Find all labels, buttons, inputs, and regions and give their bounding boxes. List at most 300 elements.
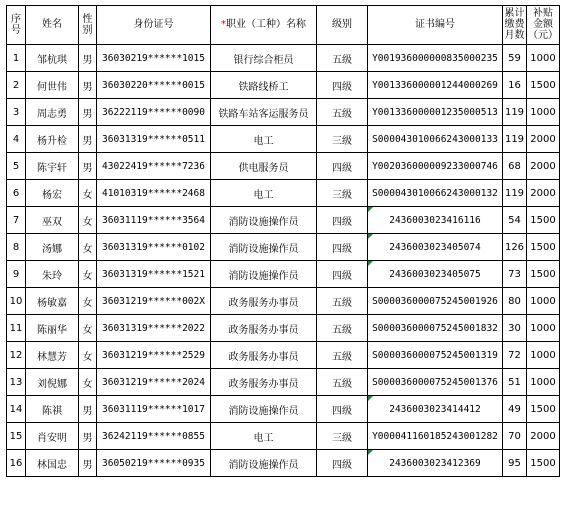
row-occupation-text: 政务服务办事员 (228, 297, 299, 309)
row-months (503, 153, 527, 180)
required-mark: * (221, 19, 226, 30)
row-subsidy-text: 1500 (530, 268, 556, 280)
row-id-number (97, 99, 211, 126)
row-cert-number (368, 207, 503, 234)
row-months (503, 234, 527, 261)
row-occupation-text: 政务服务办事员 (228, 324, 299, 336)
row-months (503, 45, 527, 72)
row-gender-text: 男 (82, 405, 93, 417)
row-id-number-text: 43022419******7236 (102, 160, 205, 172)
row-cert-number (368, 45, 503, 72)
row-subsidy-text: 2000 (530, 160, 556, 172)
header-level: 级别 (317, 6, 368, 45)
row-index (7, 72, 26, 99)
row-subsidy (527, 342, 560, 369)
row-subsidy-text: 2000 (530, 430, 556, 442)
row-index (7, 180, 26, 207)
row-occupation-text: 电工 (253, 432, 274, 444)
cell-note-indicator-icon (368, 396, 373, 401)
row-id-number (97, 72, 211, 99)
row-id-number-text: 36031319******0511 (102, 133, 205, 145)
row-gender-text: 女 (82, 243, 93, 255)
row-cert-number (368, 288, 503, 315)
row-id-number (97, 234, 211, 261)
row-gender-text: 女 (82, 270, 93, 282)
row-subsidy (527, 450, 560, 477)
row-months-text: 73 (508, 268, 521, 280)
row-cert-number (368, 99, 503, 126)
row-index-text: 7 (12, 214, 20, 226)
row-name (26, 180, 79, 207)
row-index (7, 99, 26, 126)
header-months: 累计 缴费 月数 (503, 6, 527, 45)
row-cert-number (368, 180, 503, 207)
row-months (503, 207, 527, 234)
row-cert-number (368, 423, 503, 450)
row-cert-number-text: Y000041160185243001282 (372, 430, 498, 442)
row-id-number (97, 153, 211, 180)
row-index-text: 13 (9, 376, 23, 388)
row-occupation (211, 99, 317, 126)
row-occupation (211, 153, 317, 180)
row-id-number-text: 36031219******2024 (102, 376, 205, 388)
row-level (317, 342, 368, 369)
row-name-text: 林国忠 (37, 459, 67, 471)
row-subsidy-text: 1500 (530, 457, 556, 469)
row-id-number (97, 261, 211, 288)
row-cert-number-text: 2436003023414412 (389, 403, 481, 415)
row-occupation-text: 电工 (253, 135, 274, 147)
row-level (317, 369, 368, 396)
row-index-text: 8 (12, 241, 20, 253)
row-subsidy (527, 423, 560, 450)
row-gender-text: 男 (82, 108, 93, 120)
row-subsidy (527, 396, 560, 423)
row-cert-number-text: S000036000075245001832 (372, 322, 498, 334)
row-index-text: 6 (12, 187, 20, 199)
row-occupation (211, 234, 317, 261)
row-level (317, 315, 368, 342)
row-subsidy-text: 1500 (530, 241, 556, 253)
cell-note-indicator-icon (368, 261, 373, 266)
row-index-text: 3 (12, 106, 20, 118)
row-level-text: 五级 (332, 54, 352, 66)
header-gender: 性 别 (79, 6, 97, 45)
row-name (26, 72, 79, 99)
row-id-number-text: 36031219******002X (102, 295, 205, 307)
table-row (7, 234, 560, 261)
row-level-text: 四级 (332, 243, 352, 255)
table-row (7, 153, 560, 180)
row-months-text: 51 (508, 376, 521, 388)
row-level-text: 五级 (332, 351, 352, 363)
table-row (7, 288, 560, 315)
row-months (503, 369, 527, 396)
row-months-text: 80 (508, 295, 521, 307)
row-occupation (211, 423, 317, 450)
row-subsidy (527, 45, 560, 72)
row-level-text: 五级 (332, 108, 352, 120)
row-months-text: 126 (504, 241, 525, 253)
row-occupation (211, 315, 317, 342)
row-level-text: 四级 (332, 405, 352, 417)
row-name-text: 林慧芳 (37, 351, 67, 363)
row-months-text: 70 (508, 430, 521, 442)
row-cert-number-text: S000036000075245001319 (372, 349, 498, 361)
row-level (317, 180, 368, 207)
row-months (503, 180, 527, 207)
row-level-text: 四级 (332, 81, 352, 93)
row-subsidy-text: 1000 (530, 106, 556, 118)
row-gender-text: 男 (82, 54, 93, 66)
row-gender-text: 男 (82, 135, 93, 147)
row-level-text: 四级 (332, 270, 352, 282)
row-gender-text: 男 (82, 432, 93, 444)
row-cert-number-text: S000043010066243000132 (372, 187, 498, 199)
row-subsidy-text: 1000 (530, 376, 556, 388)
row-occupation-text: 消防设施操作员 (228, 459, 299, 471)
row-index-text: 4 (12, 133, 20, 145)
row-name (26, 315, 79, 342)
table-row (7, 207, 560, 234)
row-occupation-text: 政务服务办事员 (228, 378, 299, 390)
row-id-number (97, 342, 211, 369)
row-id-number (97, 207, 211, 234)
row-cert-number (368, 369, 503, 396)
row-name-text: 汤娜 (42, 243, 62, 255)
row-gender (79, 180, 97, 207)
header-row (7, 6, 560, 45)
row-cert-number-text: Y001336000001235000513 (372, 106, 498, 118)
row-gender (79, 369, 97, 396)
row-id-number-text: 36030220******0015 (102, 79, 205, 91)
row-gender (79, 72, 97, 99)
row-occupation-text: 供电服务员 (238, 162, 289, 174)
row-gender (79, 396, 97, 423)
row-occupation-text: 消防设施操作员 (228, 270, 299, 282)
row-name-text: 肖安明 (37, 432, 67, 444)
row-cert-number-text: Y002036000009233000746 (372, 160, 498, 172)
header-cert-number: 证书编号 (368, 6, 503, 45)
header-id-number: 身份证号 (97, 6, 211, 45)
row-occupation (211, 72, 317, 99)
row-occupation-text: 电工 (253, 189, 274, 201)
row-id-number-text: 36031319******0102 (102, 241, 205, 253)
row-id-number (97, 396, 211, 423)
row-gender (79, 45, 97, 72)
row-name (26, 342, 79, 369)
row-cert-number-text: Y001336000001244000269 (372, 79, 498, 91)
row-occupation (211, 288, 317, 315)
row-id-number (97, 315, 211, 342)
row-gender (79, 288, 97, 315)
row-name-text: 杨敏嘉 (37, 297, 67, 309)
row-name (26, 234, 79, 261)
row-index-text: 5 (12, 160, 20, 172)
row-subsidy (527, 369, 560, 396)
row-cert-number (368, 396, 503, 423)
row-cert-number (368, 261, 503, 288)
row-id-number-text: 36031319******1521 (102, 268, 205, 280)
row-months (503, 261, 527, 288)
row-index (7, 45, 26, 72)
row-name (26, 153, 79, 180)
row-level-text: 三级 (332, 135, 352, 147)
table-row (7, 126, 560, 153)
table-row (7, 99, 560, 126)
row-level-text: 三级 (332, 189, 352, 201)
row-months-text: 54 (508, 214, 521, 226)
row-id-number (97, 45, 211, 72)
header-occupation: *职业（工种）名称 (211, 6, 317, 45)
cell-note-indicator-icon (368, 207, 373, 212)
table-row (7, 396, 560, 423)
cell-note-indicator-icon (368, 234, 373, 239)
row-occupation (211, 180, 317, 207)
row-cert-number-text: S000036000075245001376 (372, 376, 498, 388)
row-name (26, 288, 79, 315)
row-subsidy (527, 288, 560, 315)
row-index-text: 2 (12, 79, 20, 91)
row-subsidy (527, 126, 560, 153)
row-occupation-text: 消防设施操作员 (228, 216, 299, 228)
row-occupation-text: 银行综合柜员 (233, 54, 294, 66)
row-index (7, 315, 26, 342)
row-index (7, 261, 26, 288)
row-name (26, 126, 79, 153)
row-months-text: 16 (508, 79, 521, 91)
row-cert-number-text: 2436003023416116 (389, 214, 481, 226)
row-name-text: 周志勇 (37, 108, 67, 120)
row-months (503, 315, 527, 342)
row-level-text: 五级 (332, 297, 352, 309)
row-cert-number-text: 2436003023405074 (389, 241, 481, 253)
row-id-number (97, 423, 211, 450)
row-index-text: 16 (9, 457, 23, 469)
row-occupation-text: 铁路车站客运服务员 (218, 108, 309, 120)
row-level (317, 99, 368, 126)
row-name-text: 朱玲 (42, 270, 62, 282)
row-level (317, 450, 368, 477)
row-months-text: 59 (508, 52, 521, 64)
row-months-text: 68 (508, 160, 521, 172)
header-subsidy: 补贴 金额 （元） (527, 6, 560, 45)
row-cert-number (368, 234, 503, 261)
row-gender-text: 女 (82, 351, 93, 363)
row-subsidy-text: 1500 (530, 403, 556, 415)
row-id-number-text: 36242119******0855 (102, 430, 205, 442)
row-months (503, 72, 527, 99)
row-level (317, 126, 368, 153)
cell-note-indicator-icon (368, 450, 373, 455)
row-occupation (211, 261, 317, 288)
row-gender (79, 207, 97, 234)
row-index (7, 396, 26, 423)
row-subsidy (527, 234, 560, 261)
row-index (7, 234, 26, 261)
row-index-text: 12 (9, 349, 23, 361)
row-name-text: 刘倪娜 (37, 378, 67, 390)
row-id-number-text: 36222119******0090 (102, 106, 205, 118)
row-id-number (97, 126, 211, 153)
row-name-text: 邹杭琪 (37, 54, 67, 66)
row-cert-number (368, 315, 503, 342)
row-name (26, 207, 79, 234)
row-subsidy-text: 1000 (530, 322, 556, 334)
table-row (7, 450, 560, 477)
row-index (7, 369, 26, 396)
row-index-text: 10 (9, 295, 23, 307)
row-id-number-text: 36031119******1017 (102, 403, 205, 415)
row-index (7, 423, 26, 450)
row-level (317, 261, 368, 288)
row-subsidy (527, 207, 560, 234)
row-name (26, 369, 79, 396)
row-level (317, 153, 368, 180)
row-name-text: 巫双 (42, 216, 62, 228)
row-cert-number-text: 2436003023412369 (389, 457, 481, 469)
row-occupation-text: 铁路线桥工 (238, 81, 289, 93)
row-name-text: 陈丽华 (37, 324, 67, 336)
subsidy-table (6, 5, 560, 477)
row-name (26, 45, 79, 72)
row-index (7, 126, 26, 153)
row-id-number (97, 288, 211, 315)
row-name (26, 450, 79, 477)
row-name-text: 杨宏 (42, 189, 62, 201)
row-occupation-text: 消防设施操作员 (228, 243, 299, 255)
row-cert-number (368, 450, 503, 477)
row-name (26, 99, 79, 126)
row-gender-text: 男 (82, 81, 93, 93)
table-row (7, 423, 560, 450)
row-id-number-text: 36031319******2022 (102, 322, 205, 334)
table-row (7, 261, 560, 288)
row-gender (79, 153, 97, 180)
row-months-text: 95 (508, 457, 521, 469)
row-occupation (211, 369, 317, 396)
row-subsidy-text: 1500 (530, 79, 556, 91)
row-level-text: 四级 (332, 216, 352, 228)
row-name (26, 396, 79, 423)
row-index-text: 15 (9, 430, 23, 442)
row-level (317, 45, 368, 72)
row-months-text: 119 (504, 106, 525, 118)
row-subsidy-text: 1000 (530, 295, 556, 307)
row-occupation-text: 消防设施操作员 (228, 405, 299, 417)
header-name: 姓名 (26, 6, 79, 45)
row-months (503, 342, 527, 369)
table-row (7, 45, 560, 72)
row-index (7, 207, 26, 234)
row-index-text: 1 (12, 52, 20, 64)
row-cert-number (368, 153, 503, 180)
row-occupation (211, 450, 317, 477)
row-level (317, 288, 368, 315)
row-id-number-text: 36031219******2529 (102, 349, 205, 361)
row-occupation (211, 207, 317, 234)
row-gender (79, 315, 97, 342)
row-subsidy-text: 1000 (530, 349, 556, 361)
row-cert-number (368, 342, 503, 369)
row-gender (79, 234, 97, 261)
row-name-text: 杨升检 (37, 135, 67, 147)
table-body (7, 45, 560, 477)
row-gender (79, 450, 97, 477)
row-level (317, 396, 368, 423)
header-index: 序 号 (7, 6, 26, 45)
row-gender (79, 261, 97, 288)
row-cert-number-text: S000043010066243000133 (372, 133, 498, 145)
row-level-text: 四级 (332, 459, 352, 471)
row-subsidy (527, 261, 560, 288)
row-index (7, 342, 26, 369)
row-months (503, 423, 527, 450)
row-name-text: 何世伟 (37, 81, 67, 93)
row-months (503, 99, 527, 126)
row-level (317, 423, 368, 450)
row-id-number-text: 36031119******3564 (102, 214, 205, 226)
row-gender (79, 423, 97, 450)
row-subsidy (527, 153, 560, 180)
row-id-number-text: 41010319******2468 (102, 187, 205, 199)
row-id-number-text: 36030219******1015 (102, 52, 205, 64)
table-row (7, 180, 560, 207)
table-row (7, 315, 560, 342)
row-cert-number-text: 2436003023405075 (389, 268, 481, 280)
row-gender-text: 女 (82, 324, 93, 336)
row-level-text: 三级 (332, 432, 352, 444)
row-subsidy-text: 2000 (530, 187, 556, 199)
table-row (7, 72, 560, 99)
row-months-text: 119 (504, 133, 525, 145)
row-cert-number (368, 72, 503, 99)
row-name-text: 陈祺 (42, 405, 62, 417)
row-name (26, 261, 79, 288)
row-months-text: 49 (508, 403, 521, 415)
row-subsidy-text: 2000 (530, 133, 556, 145)
row-subsidy (527, 180, 560, 207)
row-months (503, 288, 527, 315)
row-gender-text: 女 (82, 216, 93, 228)
table-row (7, 369, 560, 396)
row-gender (79, 99, 97, 126)
row-index-text: 9 (12, 268, 20, 280)
row-cert-number-text: Y001936000000835000235 (372, 52, 498, 64)
row-gender-text: 男 (82, 459, 93, 471)
row-gender-text: 男 (82, 162, 93, 174)
row-level-text: 五级 (332, 378, 352, 390)
row-id-number (97, 369, 211, 396)
row-subsidy-text: 1000 (530, 52, 556, 64)
row-occupation (211, 396, 317, 423)
row-occupation-text: 政务服务办事员 (228, 351, 299, 363)
row-level-text: 五级 (332, 324, 352, 336)
row-occupation (211, 45, 317, 72)
row-gender (79, 126, 97, 153)
row-gender-text: 女 (82, 297, 93, 309)
row-id-number (97, 450, 211, 477)
row-level-text: 四级 (332, 162, 352, 174)
row-months (503, 396, 527, 423)
row-name-text: 陈宇轩 (37, 162, 67, 174)
row-subsidy (527, 315, 560, 342)
row-cert-number (368, 126, 503, 153)
row-id-number (97, 180, 211, 207)
row-months-text: 30 (508, 322, 521, 334)
row-months (503, 126, 527, 153)
row-occupation (211, 126, 317, 153)
